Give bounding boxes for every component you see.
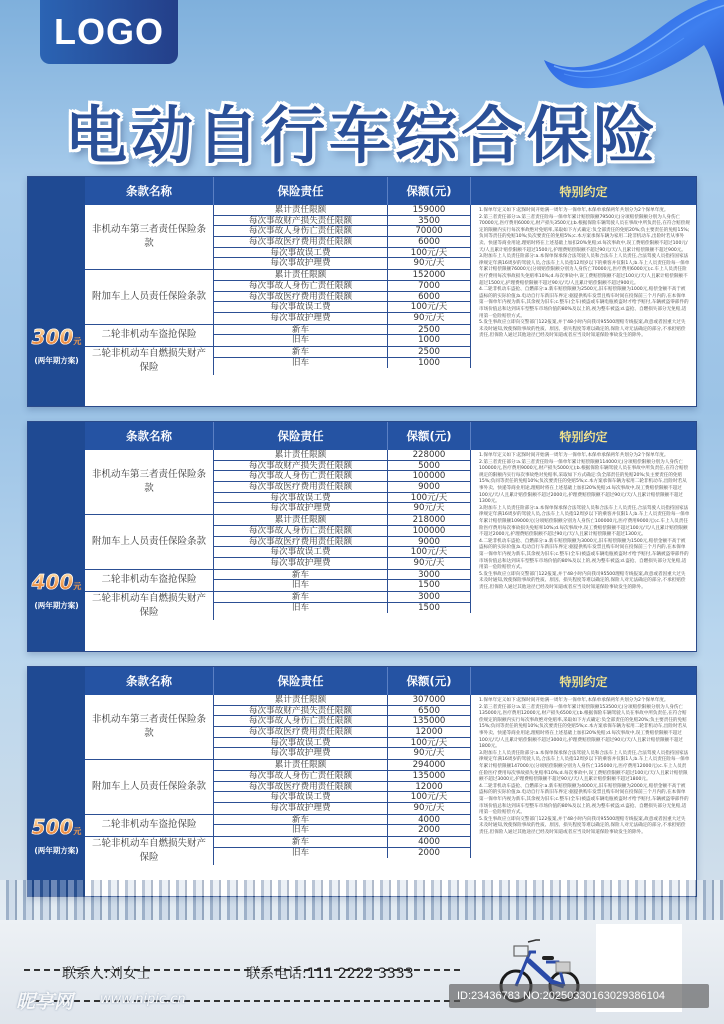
clause-name: 附加车上人员责任保险条款 <box>85 270 214 323</box>
special-term: 1.保单年定义如下:起保时间开始满一周年为一保单年,本保单承保两年共划分为2个保单年度。 <box>479 698 669 703</box>
special-term: 1.保单年定义如下:起保时间开始满一周年为一保单年,本保单承保两年共划分为2个保单年度。 <box>479 208 669 213</box>
logo: LOGO <box>40 0 178 64</box>
amount-cell: 2000 <box>388 848 471 859</box>
coverage-cell: 旧车 <box>214 825 388 836</box>
coverage-cell: 累计责任限额 <box>214 695 388 705</box>
clause-name: 二轮非机动车自燃损失财产保险 <box>85 837 214 865</box>
table-row <box>214 482 471 493</box>
amount-cell: 12000 <box>388 782 471 792</box>
coverage-cell: 每次事故医疗费用责任限额 <box>214 482 388 492</box>
header-special: 特别约定 <box>559 184 608 199</box>
clause-name: 附加车上人员责任保险条款 <box>85 760 214 813</box>
amount-cell: 3500 <box>388 216 471 226</box>
amount-cell: 100元/天 <box>388 792 471 802</box>
amount-cell: 1500 <box>388 603 471 614</box>
table-row <box>214 848 471 859</box>
table-row <box>214 706 471 717</box>
clause-group <box>85 205 471 270</box>
header-special: 特别约定 <box>559 674 608 689</box>
table-row <box>214 695 471 706</box>
table-header <box>85 422 696 450</box>
clause-name: 非机动车第三者责任保险条款 <box>85 450 214 514</box>
coverage-cell: 每次事故人身伤亡责任限额 <box>214 771 388 781</box>
table-row <box>214 325 471 336</box>
table-row <box>214 347 471 358</box>
special-terms <box>471 695 696 896</box>
table-row <box>214 450 471 461</box>
clause-name: 二轮非机动车自燃损失财产保险 <box>85 347 214 375</box>
special-terms <box>471 450 696 651</box>
clause-group <box>85 815 471 837</box>
header-special: 特别约定 <box>559 429 608 444</box>
coverage-cell: 每次事故医疗费用责任限额 <box>214 727 388 737</box>
coverage-cell: 每次事故医疗费用责任限额 <box>214 537 388 547</box>
coverage-cell: 旧车 <box>214 848 388 859</box>
amount-cell: 90元/天 <box>388 803 471 814</box>
amount-cell: 100元/天 <box>388 547 471 557</box>
coverage-cell: 每次事故人身伤亡责任限额 <box>214 226 388 236</box>
special-term: 3.附加车上人员责任险部分:a.本保单保承保合法驾驶人员和合法车上人员责任,合法驾驶人员指持国家法律规定年满16周岁的驾驶人员,合法车上人员指12周岁以下的乘客并仅限1人;b.车上人员责任险每一保单年累计赔偿限额147000元(分项赔偿限额分别为人身伤亡135000元,医疗费用12000元);c.车上人员责任险医疗费用每次事故损失免赔率10%;d.每次事故中,误工费赔偿限额不超过100元/天/人且累计赔偿限额不超过3000元,护理费赔偿限额不超过90元/天/人且累计赔偿限额不超过1800元。 <box>479 750 690 783</box>
coverage-cell: 每次事故误工费 <box>214 792 388 802</box>
coverage-cell: 累计责任限额 <box>214 760 388 770</box>
table-row <box>214 358 471 369</box>
clause-group <box>85 347 471 375</box>
table-row <box>214 592 471 603</box>
table-row <box>214 537 471 548</box>
clause-group <box>85 270 471 324</box>
amount-cell: 6000 <box>388 237 471 247</box>
special-term: 3.附加车上人员责任险部分:a.本保单保承保合法驾驶人员和合法车上人员责任,合法驾驶人员指持国家法律规定年满16周岁的驾驶人员,合法车上人员指12周岁以下的乘客并仅限1人;b.车上人员责任险每一保单年累计赔偿限额109000元(分项赔偿限额分别为人身伤亡100000元,医疗费用9000元);c.车上人员责任险医疗费用每次事故损失免赔率10%;d.每次事故中,误工费赔偿限额不超过100元/天/人且累计赔偿限额不超过2000元,护理费赔偿限额不超过90元/天/人且累计赔偿限额不超过1300元。 <box>479 505 690 538</box>
coverage-cell: 每次事故人身伤亡责任限额 <box>214 281 388 291</box>
table-row <box>214 471 471 482</box>
special-term: 2.第三者责任部分:a.第三者责任险每一保单年累计赔偿限额79500元(分项赔偿限额分别为人身伤亡70000元,医疗费用6000元,财产损失3500元);b.根据保险车辆驾驶人员在事故中所负责任,在符合赔偿规定的限额内实行每次事故绝对免赔率,采取如下方式确定:负全部责任的免赔20%;负主要责任的免赔15%;负同等责任的免赔10%;负次要责任的免赔5%;c.本方案承保车辆为家用二轮非机动车,出险时若从事外卖、快递等商业用途,理赔时将在上述基础上加扣20%免赔;d.每次事故中,误工费赔偿限额不超过100元/天/人且累计赔偿限额不超过1500元,护理费赔偿限额不超过90元/天/人且累计赔偿限额不超过900元。 <box>479 214 690 253</box>
header-amount: 保额(元) <box>388 177 471 205</box>
contact-phone: 联系电话:111 2222 3333 <box>246 966 414 982</box>
coverage-cell: 新车 <box>214 570 388 580</box>
divider-bottom <box>24 1000 460 1002</box>
clause-name: 二轮非机动车盗抢保险 <box>85 570 214 591</box>
amount-cell: 100元/天 <box>388 493 471 503</box>
plan-subtitle: (两年期方案) <box>34 601 79 610</box>
coverage-cell: 每次事故财产损失责任限额 <box>214 461 388 471</box>
plan-subtitle: (两年期方案) <box>34 356 79 365</box>
coverage-cell: 累计责任限额 <box>214 515 388 525</box>
coverage-cell: 新车 <box>214 815 388 825</box>
plan-price: 300 <box>31 325 74 349</box>
contact-person: 联系人:刘女士 <box>62 966 151 982</box>
table-row <box>214 226 471 237</box>
special-term: 4.二轮非机动车盗抢、自燃部分:a.新车赔偿限额为4000元,旧车赔偿限额为2000元,赔偿金额不高于被盗标的的实际价值;b.电动自行车新旧车界定:据提供购车发票且购车时间在投保前三个月内的,在本保单第一保单年内视为新车,其余视为旧车;c.整车(全车)被盗或车辆电瓶被盗时才给予赔付,车辆被盗零部件的市场价值总和达到该车型整车市场价值的80%及以上的,视为整车被盗;d.盗抢、自燃损失部分无免赔,适用第一危险赔偿方式。 <box>479 783 689 816</box>
coverage-cell: 每次事故护理费 <box>214 748 388 759</box>
coverage-cell: 累计责任限额 <box>214 270 388 280</box>
plan-price: 500 <box>31 815 74 839</box>
amount-cell: 307000 <box>388 695 471 705</box>
amount-cell: 5000 <box>388 461 471 471</box>
amount-cell: 4000 <box>388 837 471 847</box>
table-header <box>85 177 696 205</box>
coverage-cell: 每次事故护理费 <box>214 803 388 814</box>
amount-cell: 100元/天 <box>388 248 471 258</box>
price-unit: 元 <box>73 822 81 842</box>
coverage-cell: 新车 <box>214 592 388 602</box>
amount-cell: 3000 <box>388 592 471 602</box>
amount-cell: 12000 <box>388 727 471 737</box>
table-row <box>214 270 471 281</box>
coverage-cell: 旧车 <box>214 358 388 369</box>
table-row <box>214 792 471 803</box>
table-row <box>214 302 471 313</box>
special-term: 2.第三者责任部分:a.第三者责任险每一保单年累计赔偿限额114000元(分项赔偿限额分别为人身伤亡100000元,医疗费用9000元,财产损失5000元);b.根据保险车辆驾驶人员在事故中所负责任,在符合赔偿规定的限额内实行每次事故绝对免赔率,采取如下方式确定:负全部责任的免赔20%;负主要责任的免赔15%;负同等责任的免赔10%;负次要责任的免赔5%;c.本方案承保车辆为家用二轮非机动车,出险时若从事外卖、快递等商业用途,理赔时将在上述基础上加扣20%免赔;d.每次事故中,误工费赔偿限额不超过100元/天/人且累计赔偿限额不超过2000元,护理费赔偿限额不超过90元/天/人且累计赔偿限额不超过1300元。 <box>479 459 689 505</box>
table-row <box>214 248 471 259</box>
coverage-cell: 新车 <box>214 837 388 847</box>
coverage-cell: 每次事故人身伤亡责任限额 <box>214 716 388 726</box>
table-row <box>214 837 471 848</box>
coverage-cell: 旧车 <box>214 580 388 591</box>
coverage-cell: 每次事故误工费 <box>214 738 388 748</box>
coverage-cell: 每次事故护理费 <box>214 258 388 269</box>
table-row <box>214 760 471 771</box>
table-row <box>214 503 471 514</box>
plan-price-panel <box>28 177 85 406</box>
amount-cell: 1500 <box>388 580 471 591</box>
header-clause: 条款名称 <box>85 177 214 205</box>
amount-cell: 90元/天 <box>388 258 471 269</box>
coverage-cell: 每次事故医疗费用责任限额 <box>214 782 388 792</box>
coverage-cell: 旧车 <box>214 335 388 346</box>
table-row <box>214 716 471 727</box>
clause-name: 非机动车第三者责任保险条款 <box>85 205 214 269</box>
clause-group <box>85 325 471 347</box>
coverage-groups <box>85 205 471 406</box>
table-row <box>214 493 471 504</box>
coverage-table <box>85 177 696 406</box>
coverage-cell: 累计责任限额 <box>214 205 388 215</box>
header-coverage: 保险责任 <box>214 422 388 450</box>
plan-subtitle: (两年期方案) <box>34 846 79 855</box>
table-row <box>214 782 471 793</box>
coverage-cell: 每次事故误工费 <box>214 493 388 503</box>
amount-cell: 9000 <box>388 482 471 492</box>
table-row <box>214 292 471 303</box>
amount-cell: 100元/天 <box>388 738 471 748</box>
table-row <box>214 803 471 814</box>
coverage-cell: 每次事故护理费 <box>214 558 388 569</box>
clause-name: 非机动车第三者责任保险条款 <box>85 695 214 759</box>
coverage-cell: 每次事故人身伤亡责任限额 <box>214 471 388 481</box>
insurance-plan-300 <box>27 176 697 407</box>
special-term: 5.发生事故应立即向交警部门122报案,并于48小时内向我司95500理赔专线报案,故意或者因重大过失未及时通知,致使保险事故的性质、原因、损失程度等难以确定的,保险人对无法确定的部分,不承担赔偿责任,但保险人通过其他途径已经及时知道或者应当及时知道保险事故发生的除外。 <box>479 816 686 835</box>
table-row <box>214 461 471 472</box>
amount-cell: 294000 <box>388 760 471 770</box>
amount-cell: 4000 <box>388 815 471 825</box>
amount-cell: 100000 <box>388 471 471 481</box>
special-term: 3.附加车上人员责任险部分:a.本保单保承保合法驾驶人员和合法车上人员责任,合法驾驶人员指持国家法律规定年满16周岁的驾驶人员,合法车上人员指12周岁以下的乘客并仅限1人;b.车上人员责任险每一保单年累计赔偿限额76000元(分项赔偿限额分别为人身伤亡70000元,医疗费用6000元);c.车上人员责任险医疗费用每次事故损失免赔率10%;d.每次事故中,误工费赔偿限额不超过100元/天/人且累计赔偿限额不超过1500元,护理费赔偿限额不超过90元/天/人且累计赔偿限额不超过900元。 <box>479 254 690 286</box>
coverage-cell: 每次事故误工费 <box>214 547 388 557</box>
amount-cell: 152000 <box>388 270 471 280</box>
amount-cell: 6000 <box>388 292 471 302</box>
special-term: 2.第三者责任部分:a.第三者责任险每一保单年累计赔偿限额153500元(分项赔偿限额分别为人身伤亡135000元,医疗费用12000元,财产损失6500元);b.根据保险车辆驾驶人员在事故中所负责任,在符合赔偿规定的限额内实行每次事故绝对免赔率,采取如下方式确定:负全部责任的免赔20%;负主要责任的免赔15%;负同等责任的免赔10%;负次要责任的免赔5%;c.本方案承保车辆为家用二轮非机动车,出险时若从事外卖、快递等商业用途,理赔时将在上述基础上加扣20%免赔;d.每次事故中,误工费赔偿限额不超过100元/天/人且累计赔偿限额不超过3000元,护理费赔偿限额不超过90元/天/人且累计赔偿限额不超过1800元。 <box>479 704 687 750</box>
amount-cell: 1000 <box>388 335 471 346</box>
coverage-cell: 新车 <box>214 325 388 335</box>
clause-group <box>85 695 471 760</box>
amount-cell: 90元/天 <box>388 503 471 514</box>
clause-group <box>85 570 471 592</box>
special-term: 1.保单年定义如下:起保时间开始满一周年为一保单年,本保单承保两年共划分为2个保单年度。 <box>479 453 669 458</box>
clause-group <box>85 760 471 814</box>
table-row <box>214 281 471 292</box>
table-row <box>214 558 471 569</box>
table-row <box>214 313 471 324</box>
table-row <box>214 580 471 591</box>
amount-cell: 228000 <box>388 450 471 460</box>
header-amount: 保额(元) <box>388 422 471 450</box>
header-clause: 条款名称 <box>85 667 214 695</box>
watermark-logo: 昵享网 <box>16 991 74 1013</box>
insurance-plan-500 <box>27 666 697 897</box>
header-clause: 条款名称 <box>85 422 214 450</box>
table-row <box>214 738 471 749</box>
amount-cell: 1000 <box>388 358 471 369</box>
table-header <box>85 667 696 695</box>
amount-cell: 90元/天 <box>388 313 471 324</box>
clause-name: 二轮非机动车盗抢保险 <box>85 325 214 346</box>
table-row <box>214 526 471 537</box>
amount-cell: 3000 <box>388 570 471 580</box>
price-unit: 元 <box>73 577 81 597</box>
plan-price-panel <box>28 422 85 651</box>
table-row <box>214 727 471 738</box>
coverage-cell: 旧车 <box>214 603 388 614</box>
amount-cell: 70000 <box>388 226 471 236</box>
header-coverage: 保险责任 <box>214 667 388 695</box>
amount-cell: 135000 <box>388 716 471 726</box>
table-row <box>214 771 471 782</box>
coverage-cell: 新车 <box>214 347 388 357</box>
amount-cell: 9000 <box>388 537 471 547</box>
table-row <box>214 205 471 216</box>
table-row <box>214 258 471 269</box>
table-row <box>214 335 471 346</box>
background-pattern <box>0 880 724 920</box>
coverage-cell: 每次事故人身伤亡责任限额 <box>214 526 388 536</box>
special-term: 5.发生事故应立即向交警部门122报案,并于48小时内向我司95500理赔专线报案,故意或者因重大过失未及时通知,致使保险事故的性质、原因、损失程度等难以确定的,保险人对无法确定的部分,不承担赔偿责任,但保险人通过其他途径已经及时知道或者应当及时知道保险事故发生的除外。 <box>479 320 686 339</box>
coverage-cell: 每次事故误工费 <box>214 302 388 312</box>
insurance-plan-400 <box>27 421 697 652</box>
amount-cell: 100000 <box>388 526 471 536</box>
watermark-url: www.nipic.cn <box>100 992 186 1007</box>
coverage-cell: 每次事故护理费 <box>214 503 388 514</box>
amount-cell: 2000 <box>388 825 471 836</box>
table-row <box>214 748 471 759</box>
table-row <box>214 515 471 526</box>
clause-group <box>85 592 471 620</box>
amount-cell: 90元/天 <box>388 558 471 569</box>
amount-cell: 7000 <box>388 281 471 291</box>
coverage-cell: 每次事故医疗费用责任限额 <box>214 292 388 302</box>
special-term: 5.发生事故应立即向交警部门122报案,并于48小时内向我司95500理赔专线报案,故意或者因重大过失未及时通知,致使保险事故的性质、原因、损失程度等难以确定的,保险人对无法确定的部分,不承担赔偿责任,但保险人通过其他途径已经及时知道或者应当及时知道保险事故发生的除外。 <box>479 571 686 590</box>
coverage-groups <box>85 695 471 896</box>
table-row <box>214 825 471 836</box>
plan-price-panel <box>28 667 85 896</box>
clause-group <box>85 450 471 515</box>
coverage-table <box>85 422 696 651</box>
table-row <box>214 570 471 581</box>
coverage-cell: 每次事故财产损失责任限额 <box>214 216 388 226</box>
coverage-cell: 每次事故误工费 <box>214 248 388 258</box>
header-coverage: 保险责任 <box>214 177 388 205</box>
amount-cell: 159000 <box>388 205 471 215</box>
special-term: 4.二轮非机动车盗抢、自燃部分:a.新车赔偿限额为2500元,旧车赔偿限额为1000元,赔偿金额不高于被盗标的的实际价值;b.电动自行车新旧车界定:据提供购车发票且购车时间在投保前三个月内的,在本保单第一保单年内视为新车,其余视为旧车;c.整车(全车)被盗或车辆电瓶被盗时才给予赔付,车辆被盗零部件的市场价值总和达到该车型整车市场价值的80%及以上的,视为整车被盗;d.盗抢、自燃损失部分无免赔,适用第一危险赔偿方式。 <box>479 287 689 319</box>
clause-group <box>85 837 471 865</box>
coverage-cell: 每次事故医疗费用责任限额 <box>214 237 388 247</box>
header-amount: 保额(元) <box>388 667 471 695</box>
amount-cell: 135000 <box>388 771 471 781</box>
amount-cell: 218000 <box>388 515 471 525</box>
price-unit: 元 <box>73 332 81 352</box>
table-row <box>214 603 471 614</box>
amount-cell: 2500 <box>388 325 471 335</box>
table-row <box>214 547 471 558</box>
coverage-cell: 累计责任限额 <box>214 450 388 460</box>
clause-name: 二轮非机动车自燃损失财产保险 <box>85 592 214 620</box>
coverage-groups <box>85 450 471 651</box>
special-term: 4.二轮非机动车盗抢、自燃部分:a.新车赔偿限额为3000元,旧车赔偿限额为1500元,赔偿金额不高于被盗标的的实际价值;b.电动自行车新旧车界定:据提供购车发票且购车时间在投保前三个月内的,在本保单第一保单年内视为新车,其余视为旧车;c.整车(全车)被盗或车辆电瓶被盗时才给予赔付,车辆被盗零部件的市场价值总和达到该车型整车市场价值的80%及以上的,视为整车被盗;d.盗抢、自燃损失部分无免赔,适用第一危险赔偿方式。 <box>479 538 689 571</box>
clause-group <box>85 515 471 569</box>
special-terms <box>471 205 696 406</box>
clause-name: 附加车上人员责任保险条款 <box>85 515 214 568</box>
coverage-cell: 每次事故财产损失责任限额 <box>214 706 388 716</box>
table-row <box>214 815 471 826</box>
coverage-table <box>85 667 696 896</box>
page-title: 电动自行车综合保险 <box>64 99 659 172</box>
table-row <box>214 216 471 227</box>
amount-cell: 2500 <box>388 347 471 357</box>
plan-price: 400 <box>31 570 74 594</box>
amount-cell: 90元/天 <box>388 748 471 759</box>
amount-cell: 100元/天 <box>388 302 471 312</box>
amount-cell: 6500 <box>388 706 471 716</box>
table-row <box>214 237 471 248</box>
coverage-cell: 每次事故护理费 <box>214 313 388 324</box>
clause-name: 二轮非机动车盗抢保险 <box>85 815 214 836</box>
id-badge: ID:23436783 NO:20250330163029386104 <box>449 984 709 1008</box>
